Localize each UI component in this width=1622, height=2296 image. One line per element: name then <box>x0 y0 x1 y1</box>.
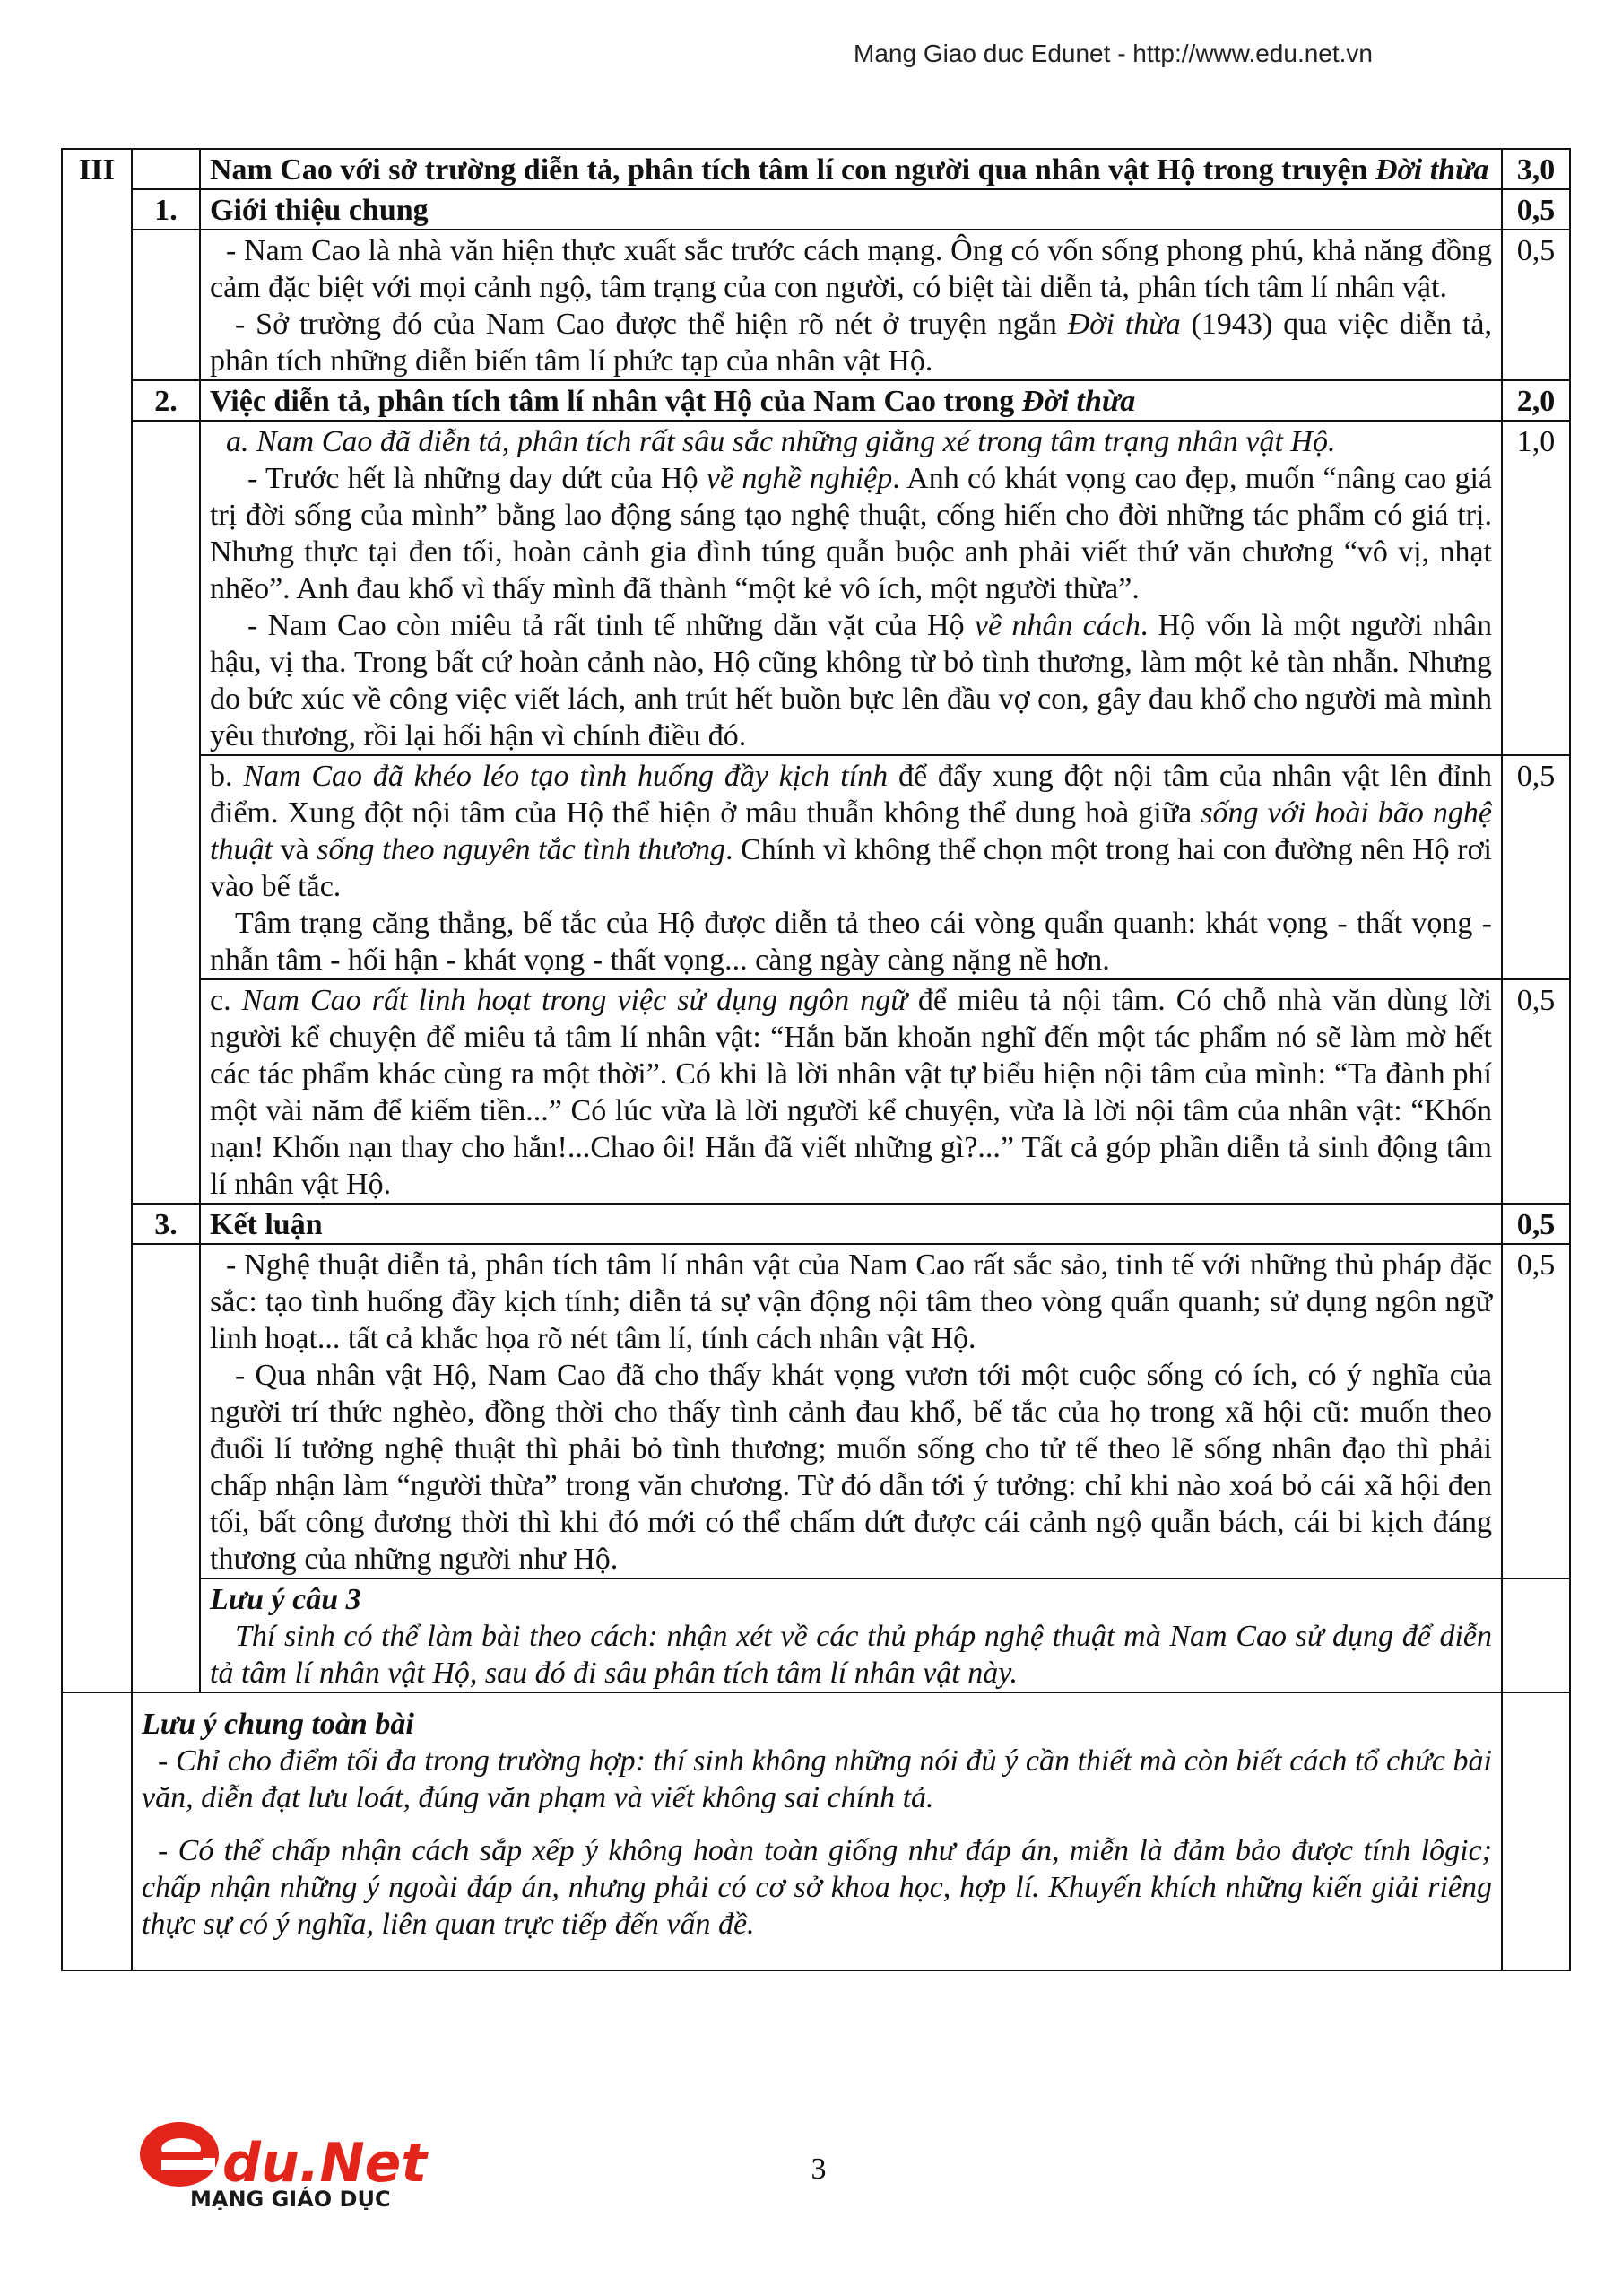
part2b-paragraph: b. Nam Cao đã khéo léo tạo tình huống đầy kịch tính để đẩy xung đột nội tâm của nhân vật lên đỉnh điểm. Xung đột nội tâm của Hộ thể hiện ở mâu thuẫn không thể dung hoà giữa sống với hoài bão nghệ thuật và sống theo nguyên tắc tình thương. Chính vì không thể chọn một trong hai con đường nên Hộ rơi vào bế tắc. <box>210 760 1493 903</box>
section-row <box>62 149 1570 189</box>
part3-paragraph: - Qua nhân vật Hộ, Nam Cao đã cho thấy khát vọng vươn tới một cuộc sống có ích, có ý nghĩa của người trí thức nghèo, đồng thời cho thấy tình cảnh đau khổ, bế tắc của họ trong xã hội cũ: muốn theo đuổi lí tưởng nghệ thuật thì phải bỏ tình thương; muốn sống cho tử tế theo lẽ sống nhân đạo thì phải chấp nhận làm “người thừa” trong văn chương. Từ đó dẫn tới ý tưởng: chỉ khi nào xoá bỏ cái xã hội đen tối, bất công đương thời thì khi đó mới có thể chấm dứt được cái cảnh ngộ quẫn bách, cái bi kịch đáng thương của những người như Hộ. <box>210 1359 1492 1576</box>
note3-row <box>62 1578 1570 1692</box>
logo-main-text: du.Net <box>222 2132 428 2195</box>
part2b-score: 0,5 <box>1502 755 1570 979</box>
part2a-row <box>62 421 1570 755</box>
part1-paragraph: - Nam Cao là nhà văn hiện thực xuất sắc trước cách mạng. Ông có vốn sống phong phú, khả năng đồng cảm đặc biệt với mọi cảnh ngộ, tâm trạng của con người, có biệt tài diễn tả, phân tích tâm lí nhân vật. <box>210 234 1492 304</box>
part3-heading: Kết luận <box>200 1204 1502 1244</box>
part2b-paragraph: Tâm trạng căng thẳng, bế tắc của Hộ được diễn tả theo cái vòng quẩn quanh: khát vọng - thất vọng - nhẫn tâm - hối hận - khát vọng - thất vọng... càng ngày càng nặng nề hơn. <box>210 907 1492 977</box>
part1-heading: Giới thiệu chung <box>200 189 1502 230</box>
part3-content-score: 0,5 <box>1502 1244 1570 1578</box>
part3-content <box>200 1244 1502 1578</box>
part2c-paragraph: c. Nam Cao rất linh hoạt trong việc sử dụng ngôn ngữ để miêu tả nội tâm. Có chỗ nhà văn dùng lời người kể chuyện để miêu tả tâm lí nhân vật: “Hắn băn khoăn nghĩ đến một tác phẩm nó sẽ làm mờ hết các tác phẩm khác cùng ra một thời”. Có khi là lời nhân vật tự biểu hiện nội tâm của mình: “Ta đành phí một vài năm để kiếm tiền...” Có lúc vừa là lời người kể chuyện, vừa là lời nội tâm của nhân vật: “Khốn nạn! Khốn nạn thay cho hắn!...Chao ôi! Hắn đã viết những gì?...” Tất cả góp phần diễn tả sinh động tâm lí nhân vật Hộ. <box>210 984 1492 1201</box>
note3-content <box>200 1578 1502 1692</box>
logo-e-mark <box>140 2122 219 2187</box>
general-note-content <box>132 1692 1502 1970</box>
answer-table <box>61 148 1571 1971</box>
part2b-row <box>62 755 1570 979</box>
part1-heading-row <box>62 189 1570 230</box>
part1-content <box>200 230 1502 380</box>
page-header: Mang Giao duc Edunet - http://www.edu.net.vn <box>854 39 1374 67</box>
part2-heading: Việc diễn tả, phân tích tâm lí nhân vật Hộ của Nam Cao trong Đời thừa <box>200 380 1502 421</box>
part3-content-row <box>62 1244 1570 1578</box>
section-score: 3,0 <box>1502 149 1570 189</box>
part2c-score: 0,5 <box>1502 979 1570 1204</box>
part2a-paragraph: - Trước hết là những day dứt của Hộ về nghề nghiệp. Anh có khát vọng cao đẹp, muốn “nâng cao giá trị đời sống của mình” bằng lao động sáng tạo nghệ thuật, cống hiến cho đời những tác phẩm có giá trị. Nhưng thực tại đen tối, hoàn cảnh gia đình túng quẫn buộc anh phải viết thứ văn chương “vô vị, nhạt nhẽo”. Anh đau khổ vì thấy mình đã thành “một kẻ vô ích, một người thừa”. <box>210 462 1493 605</box>
note3-title: Lưu ý câu 3 <box>210 1583 361 1616</box>
note3-text: Thí sinh có thể làm bài theo cách: nhận xét về các thủ pháp nghệ thuật mà Nam Cao sử dụng để diễn tả tâm lí nhân vật Hộ, sau đó đi sâu phân tích tâm lí nhân vật này. <box>210 1620 1492 1690</box>
general-note-title: Lưu ý chung toàn bài <box>142 1708 414 1741</box>
part1-number: 1. <box>132 189 200 230</box>
part2-score: 2,0 <box>1502 380 1570 421</box>
part1-paragraph: - Sở trường đó của Nam Cao được thể hiện rõ nét ở truyện ngắn Đời thừa (1943) qua việc diễn tả, phân tích những diễn biến tâm lí phức tạp của nhân vật Hộ. <box>210 308 1493 378</box>
part1-score: 0,5 <box>1502 189 1570 230</box>
part3-score: 0,5 <box>1502 1204 1570 1244</box>
part1-content-score: 0,5 <box>1502 230 1570 380</box>
section-number: III <box>62 149 132 189</box>
part2a-score: 1,0 <box>1502 421 1570 755</box>
section-title: Nam Cao với sở trường diễn tả, phân tích tâm lí con người qua nhân vật Hộ trong truyện Đời thừa <box>200 149 1502 189</box>
part1-content-row <box>62 230 1570 380</box>
part3-number: 3. <box>132 1204 200 1244</box>
part2a-paragraph: - Nam Cao còn miêu tả rất tinh tế những dằn vặt của Hộ về nhân cách. Hộ vốn là một người nhân hậu, vị tha. Trong bất cứ hoàn cảnh nào, Hộ cũng không từ bỏ tình thương, làm một kẻ tàn nhẫn. Nhưng do bức xúc về công việc viết lách, anh trút hết buồn bực lên đầu vợ con, gây đau khổ cho người mà mình yêu thương, rồi lại hối hận vì chính điều đó. <box>210 609 1492 752</box>
part3-heading-row <box>62 1204 1570 1244</box>
part3-paragraph: - Nghệ thuật diễn tả, phân tích tâm lí nhân vật của Nam Cao rất sắc sảo, tinh tế với những thủ pháp đặc sắc: tạo tình huống đầy kịch tính; diễn tả sự vận động nội tâm theo vòng quẩn quanh; sử dụng ngôn ngữ linh hoạt... tất cả khắc họa rõ nét tâm lí, tính cách nhân vật Hộ. <box>210 1248 1492 1355</box>
part2a-content <box>200 421 1502 755</box>
part2b-content <box>200 755 1502 979</box>
general-note-paragraph: - Có thể chấp nhận cách sắp xếp ý không hoàn toàn giống như đáp án, miễn là đảm bảo được tính lôgic; chấp nhận những ý ngoài đáp án, nhưng phải có cơ sở khoa học, hợp lí. Khuyến khích những kiến giải riêng thực sự có ý nghĩa, liên quan trực tiếp đến vấn đề. <box>142 1834 1492 1941</box>
part2a-claim: a. Nam Cao đã diễn tả, phân tích rất sâu sắc những giằng xé trong tâm trạng nhân vật Hộ. <box>226 425 1336 458</box>
page-number: 3 <box>811 2152 827 2186</box>
general-note-row <box>62 1692 1570 1970</box>
edunet-logo <box>136 2111 477 2210</box>
part2-number: 2. <box>132 380 200 421</box>
part2c-row <box>62 979 1570 1204</box>
logo-sub-text: MẠNG GIÁO DỤC <box>190 2187 391 2210</box>
general-note-paragraph: - Chỉ cho điểm tối đa trong trường hợp: thí sinh không những nói đủ ý cần thiết mà còn biết cách tổ chức bài văn, diễn đạt lưu loát, đúng văn phạm và viết không sai chính tả. <box>142 1744 1492 1814</box>
empty-cell <box>132 149 200 189</box>
part2-heading-row <box>62 380 1570 421</box>
part2c-content <box>200 979 1502 1204</box>
